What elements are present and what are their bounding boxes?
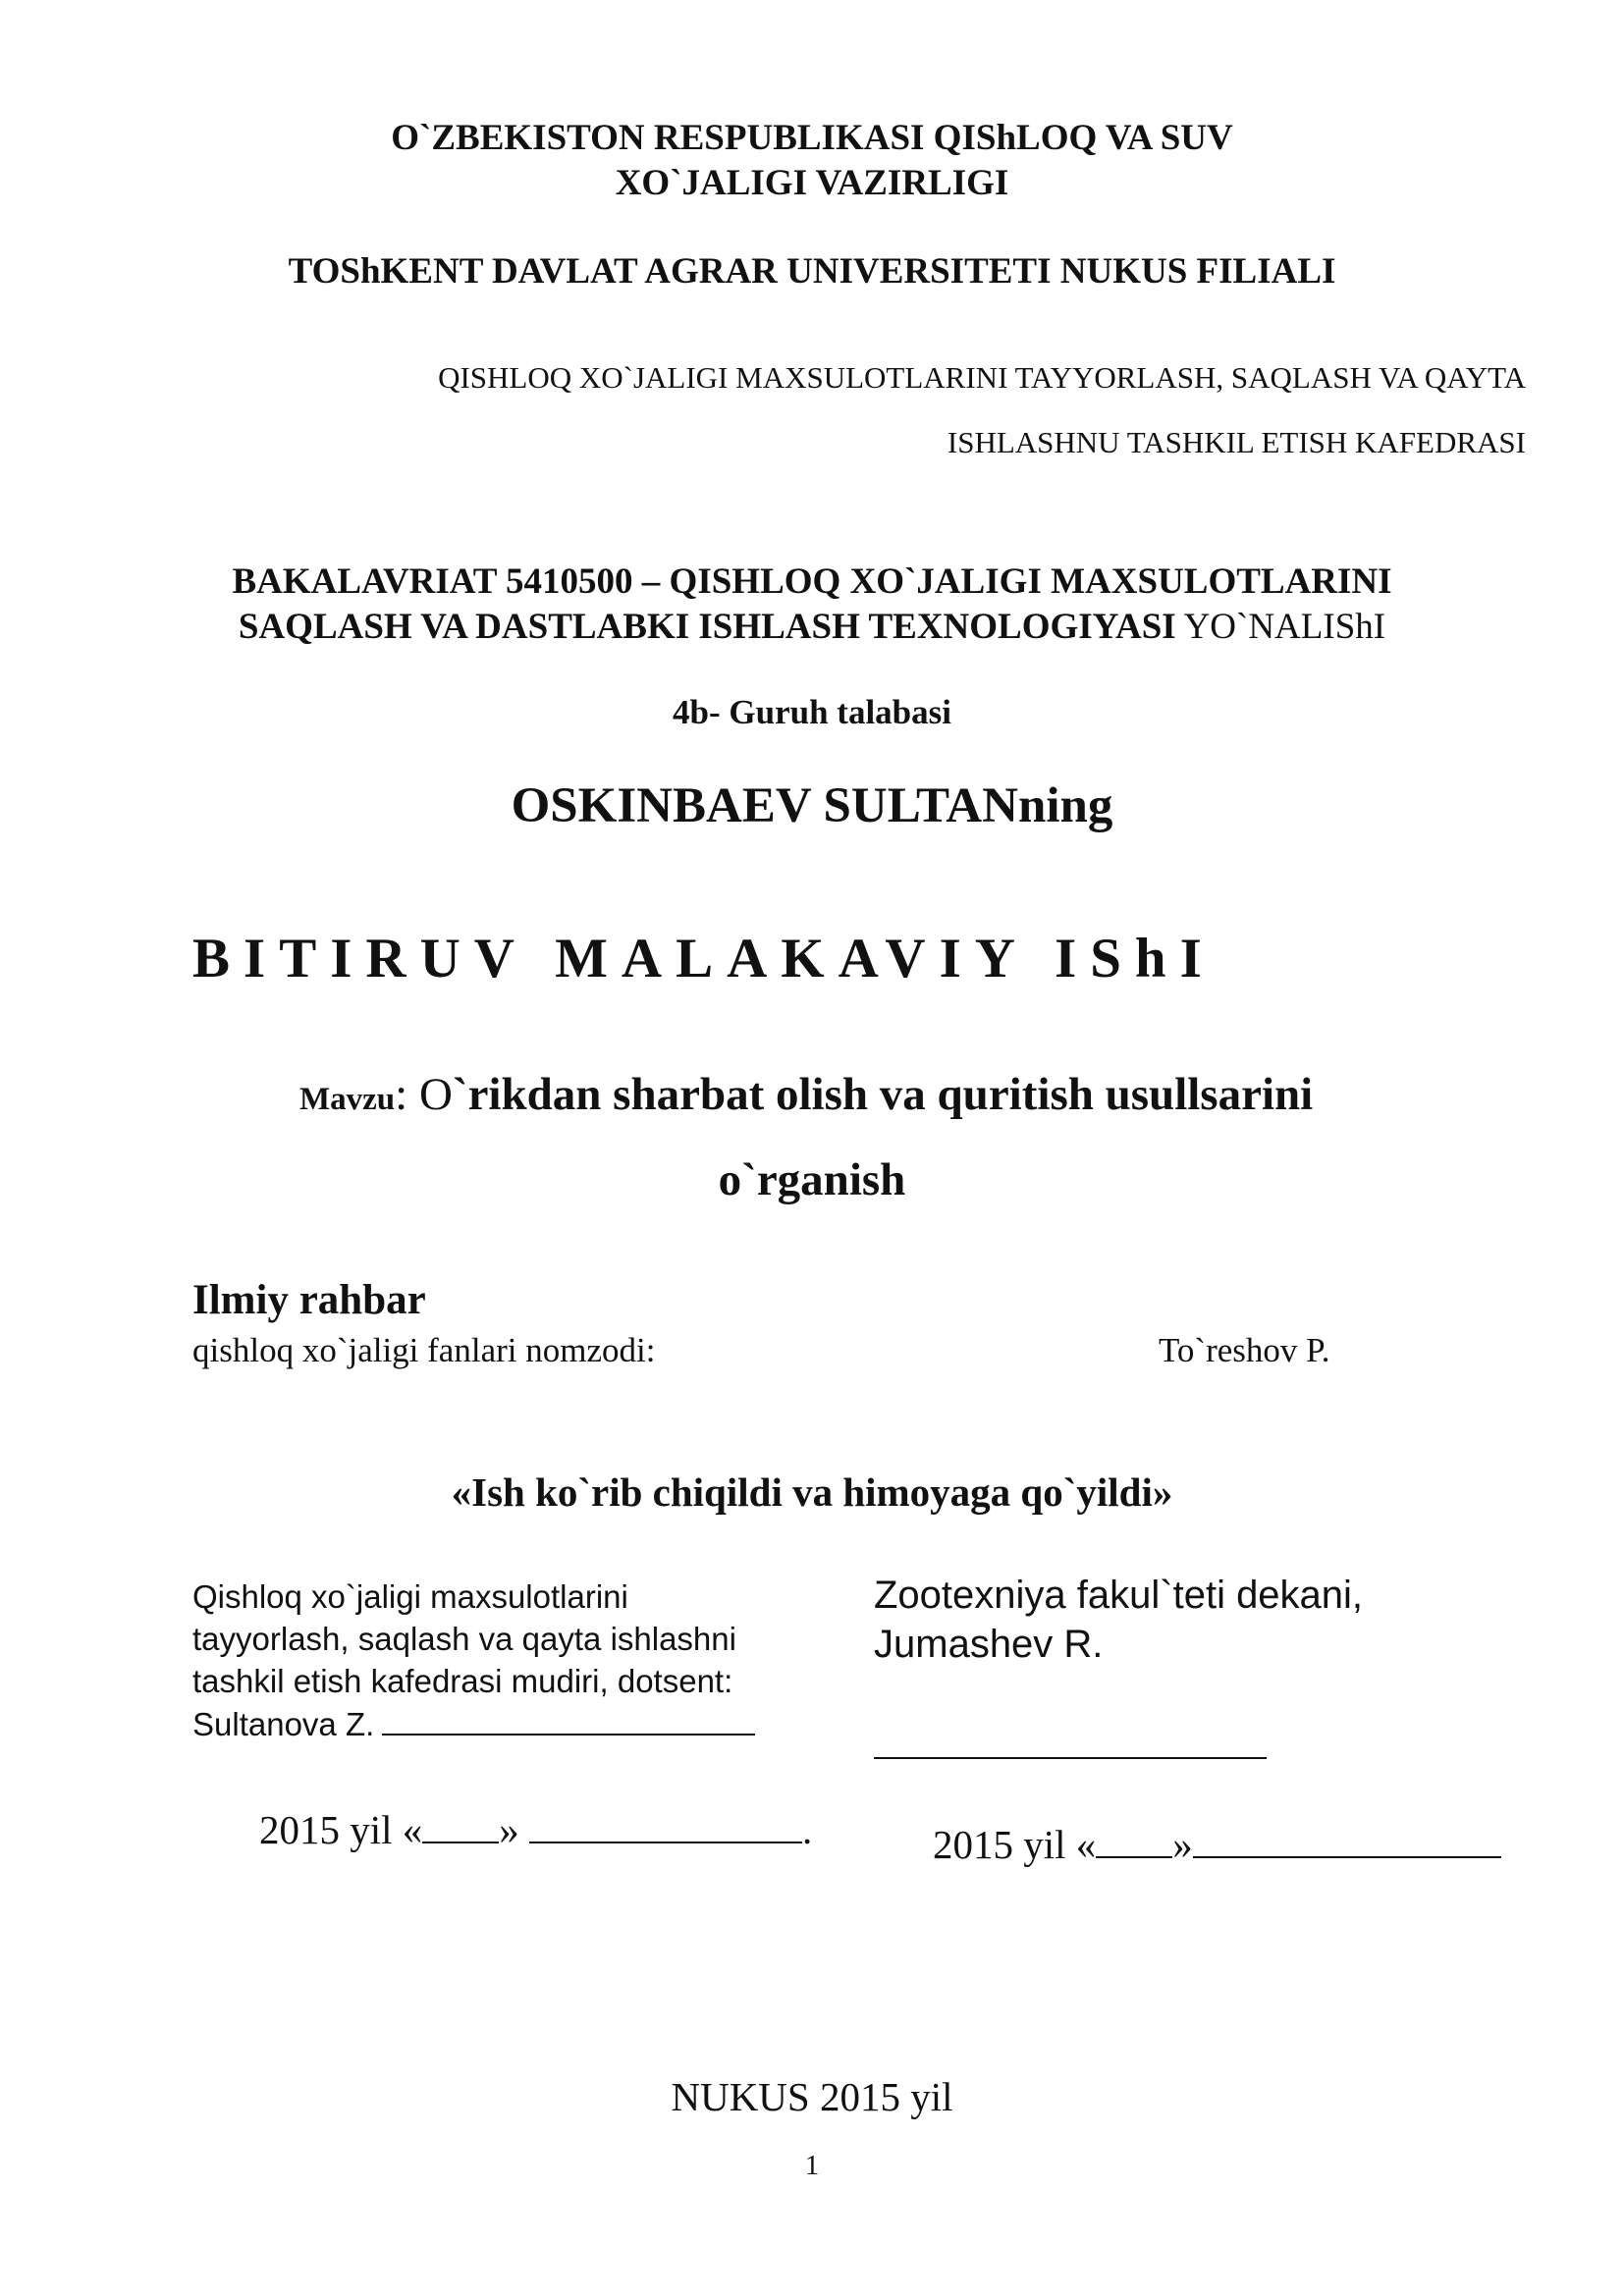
approval-left-line-1: Qishloq xo`jaligi maxsulotlarini [192,1578,628,1615]
date-left-close: » [499,1807,530,1852]
supervisor-degree: qishloq xo`jaligi fanlari nomzodi: [192,1331,656,1369]
ministry-line-1: O`ZBEKISTON RESPUBLIKASI QIShLOQ VA SUV [391,118,1233,158]
date-left-end: . [802,1807,813,1852]
date-left [259,1806,812,1853]
topic-first-letter: O [418,1069,453,1120]
defence-note: «Ish ko`rib chiqildi va himoyaga qo`yildi» [451,1469,1173,1515]
approval-left-line-2: tayyorlash, saqlash va qayta ishlashni [192,1621,736,1657]
approval-left-position [192,1575,801,1702]
date-right-close: » [1172,1822,1193,1867]
supervisor-name: To`reshov P. [1159,1331,1330,1369]
date-right-year: 2015 yil « [933,1822,1097,1867]
date-left-year: 2015 yil « [259,1807,423,1852]
approval-right-line-2: Jumashev R. [874,1623,1104,1666]
topic-text: `rikdan sharbat olish va quritish usullsarini [452,1069,1314,1120]
program-line-2 [0,605,1624,650]
date-left-month-blank [529,1810,802,1843]
topic-line-1 [299,1068,1313,1121]
date-right-month-blank [1193,1825,1501,1858]
date-right-day-blank [1096,1825,1172,1858]
topic-colon: : [395,1069,419,1120]
student-group: 4b- Guruh talabasi [673,693,951,731]
program-line-2-normal: YO`NALIShI [1175,607,1386,647]
ministry-line-2: XO`JALIGI VAZIRLIGI [615,163,1009,203]
approval-left-line-3: tashkil etish kafedrasi mudiri, dotsent: [192,1663,733,1699]
student-name: OSKINBAEV SULTANning [511,778,1113,833]
department-line-2: ISHLASHNU TASHKIL ETISH KAFEDRASI [947,425,1526,459]
program-line-1: BAKALAVRIAT 5410500 – QISHLOQ XO`JALIGI MAXSULOTLARINI [232,561,1392,602]
department-line-1: QISHLOQ XO`JALIGI MAXSULOTLARINI TAYYORLASH, SAQLASH VA QAYTA [438,360,1526,395]
signature-line-right [874,1757,1267,1759]
approval-right-position [874,1571,1363,1669]
approval-left-signature [192,1704,755,1743]
program-line-2-bold: SAQLASH VA DASTLABKI ISHLASH TEXNOLOGIYASI [238,607,1176,647]
date-left-day-blank [422,1810,499,1843]
supervisor-title: Ilmiy rahbar [192,1277,426,1323]
signature-line-left [382,1704,755,1735]
program-direction [0,560,1624,650]
topic-line-2: o`rganish [718,1154,906,1205]
approval-right-line-1: Zootexniya fakul`teti dekani, [874,1574,1364,1617]
approval-left-name: Sultanova Z. [192,1706,375,1742]
university-name: TOShKENT DAVLAT AGRAR UNIVERSITETI NUKUS FILIALI [288,251,1336,292]
ministry-heading [0,116,1624,206]
page-number: 1 [804,2150,820,2181]
work-type-title: BITIRUV MALAKAVIY IShI [192,928,1216,989]
date-right [933,1821,1501,1868]
topic-label: Mavzu [299,1082,396,1117]
city-year: NUKUS 2015 yil [671,2074,953,2119]
